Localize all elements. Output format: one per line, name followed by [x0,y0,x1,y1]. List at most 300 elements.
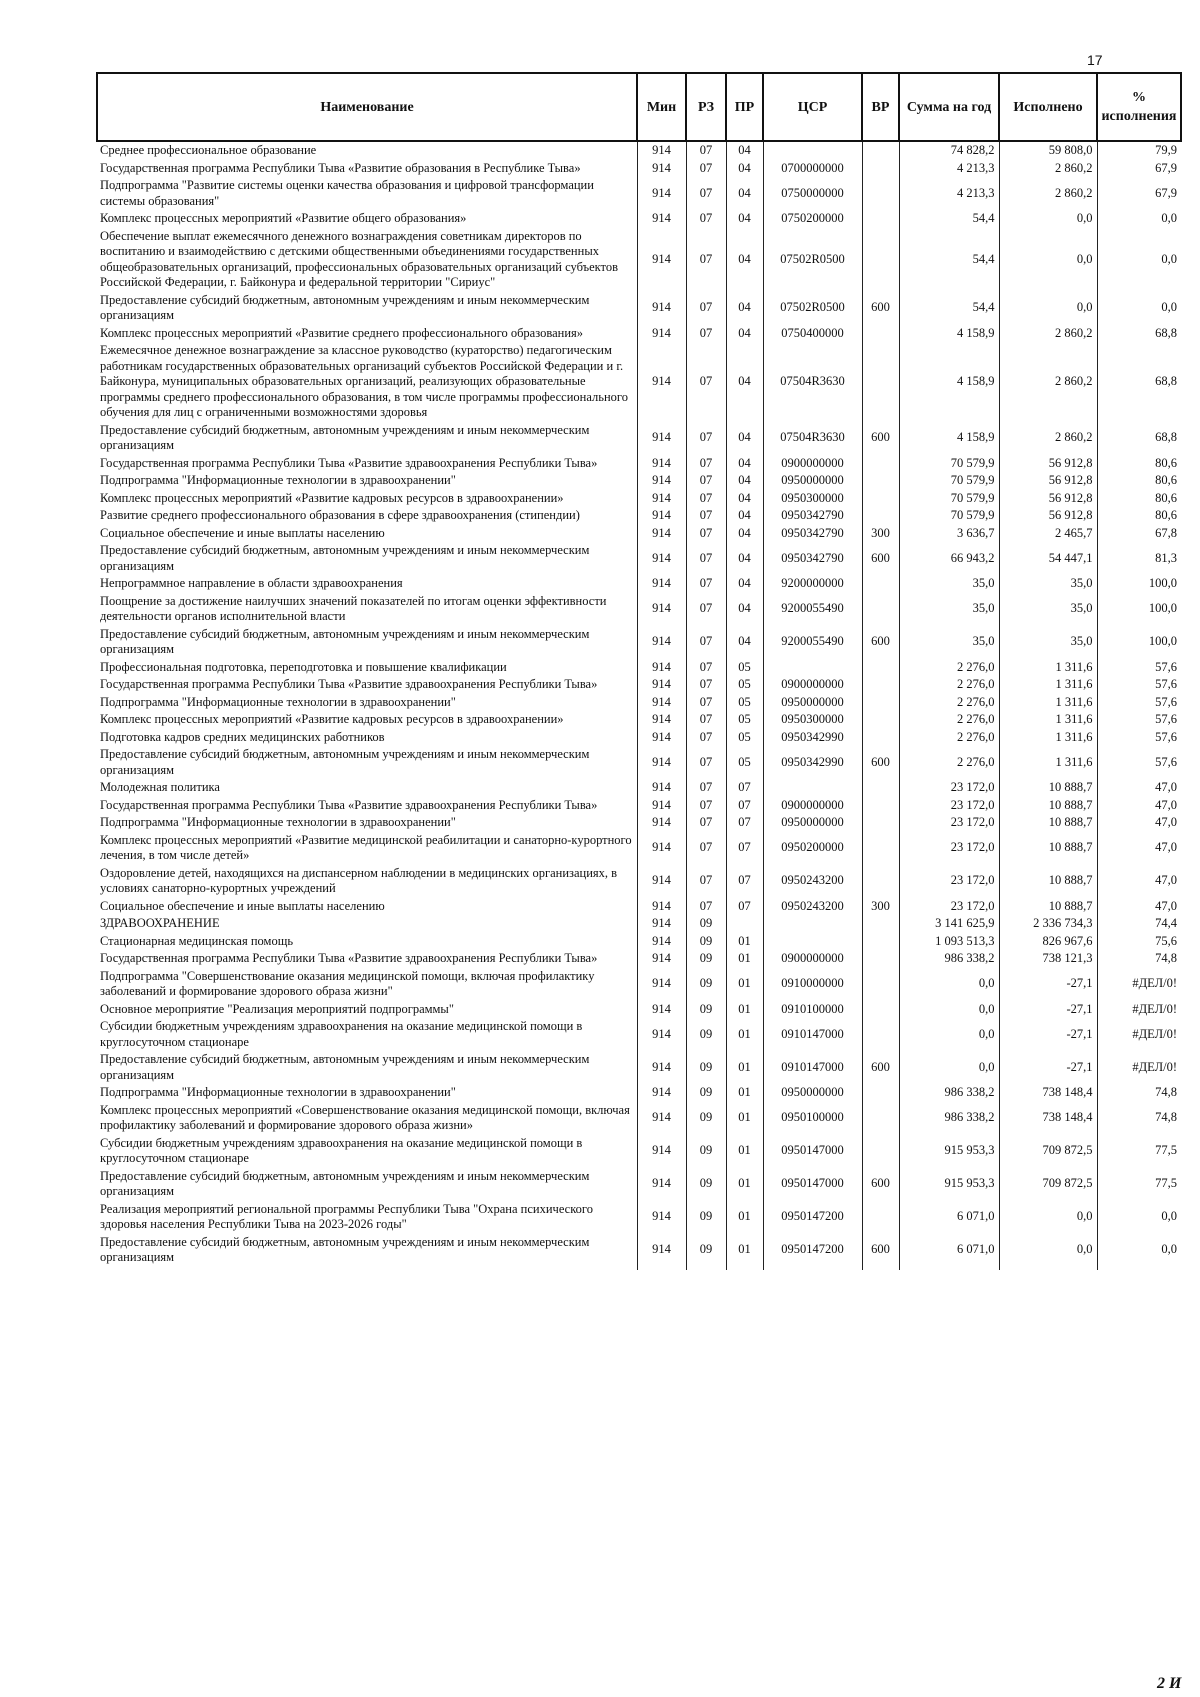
cell-done: 1 311,6 [999,729,1097,747]
cell-name: Государственная программа Республики Тыва «Развитие здравоохранения Республики Тыва» [97,797,637,815]
header-csr: ЦСР [763,73,862,141]
cell-sum: 0,0 [899,1051,999,1084]
cell-rz: 07 [686,325,726,343]
cell-done: 56 912,8 [999,507,1097,525]
header-vr: ВР [862,73,899,141]
cell-min: 914 [637,1135,686,1168]
cell-pct: 47,0 [1097,898,1181,916]
table-row [97,292,1181,325]
cell-name: Государственная программа Республики Тыва «Развитие здравоохранения Республики Тыва» [97,455,637,473]
cell-rz: 07 [686,490,726,508]
cell-rz: 07 [686,711,726,729]
cell-pct: 47,0 [1097,865,1181,898]
cell-name: Поощрение за достижение наилучших значений показателей по итогам оценки эффективности деятельности органов исполнительной власти [97,593,637,626]
cell-pr: 04 [726,593,763,626]
cell-csr: 0950000000 [763,1084,862,1102]
cell-rz: 07 [686,865,726,898]
cell-name: Комплекс процессных мероприятий «Развитие кадровых ресурсов в здравоохранении» [97,490,637,508]
cell-vr [862,1102,899,1135]
cell-done: 1 311,6 [999,694,1097,712]
cell-csr: 0950342790 [763,507,862,525]
cell-done: 1 311,6 [999,711,1097,729]
cell-vr [862,507,899,525]
cell-pct: 74,4 [1097,915,1181,933]
cell-vr: 600 [862,292,899,325]
cell-name: Комплекс процессных мероприятий «Развитие общего образования» [97,210,637,228]
table-row [97,729,1181,747]
cell-csr: 0950200000 [763,832,862,865]
cell-rz: 07 [686,422,726,455]
cell-rz: 09 [686,1051,726,1084]
cell-csr [763,141,862,160]
cell-csr [763,779,862,797]
cell-csr: 9200055490 [763,593,862,626]
cell-done: -27,1 [999,968,1097,1001]
cell-pr: 04 [726,228,763,292]
cell-pct: 0,0 [1097,228,1181,292]
cell-vr [862,865,899,898]
cell-min: 914 [637,210,686,228]
cell-name: Комплекс процессных мероприятий «Развитие кадровых ресурсов в здравоохранении» [97,711,637,729]
cell-done: 2 336 734,3 [999,915,1097,933]
cell-done: 54 447,1 [999,542,1097,575]
header-sum: Сумма на год [899,73,999,141]
cell-sum: 986 338,2 [899,1084,999,1102]
cell-name: Государственная программа Республики Тыва «Развитие образования в Республике Тыва» [97,160,637,178]
cell-pr: 01 [726,968,763,1001]
cell-min: 914 [637,490,686,508]
table-row [97,160,1181,178]
cell-min: 914 [637,160,686,178]
cell-pr: 01 [726,1102,763,1135]
cell-csr: 0910000000 [763,968,862,1001]
table-row [97,472,1181,490]
cell-vr [862,711,899,729]
cell-pr: 01 [726,1234,763,1270]
cell-pct: 47,0 [1097,814,1181,832]
cell-csr: 07502R0500 [763,228,862,292]
cell-vr [862,1135,899,1168]
cell-pct: 100,0 [1097,593,1181,626]
cell-pr: 04 [726,507,763,525]
cell-name: Профессиональная подготовка, переподготовка и повышение квалификации [97,659,637,677]
cell-name: Предоставление субсидий бюджетным, автономным учреждениям и иным некоммерческим организациям [97,542,637,575]
cell-min: 914 [637,177,686,210]
cell-name: Предоставление субсидий бюджетным, автономным учреждениям и иным некоммерческим организациям [97,292,637,325]
cell-pct: 57,6 [1097,729,1181,747]
cell-pct: 57,6 [1097,659,1181,677]
cell-vr [862,950,899,968]
cell-rz: 07 [686,729,726,747]
cell-name: Социальное обеспечение и иные выплаты населению [97,898,637,916]
cell-csr: 07504R3630 [763,342,862,422]
cell-vr [862,228,899,292]
cell-pct: #ДЕЛ/0! [1097,968,1181,1001]
cell-min: 914 [637,797,686,815]
cell-vr [862,342,899,422]
cell-csr: 0900000000 [763,676,862,694]
cell-pct: 79,9 [1097,141,1181,160]
cell-vr: 600 [862,542,899,575]
cell-csr: 0900000000 [763,455,862,473]
cell-name: Предоставление субсидий бюджетным, автономным учреждениям и иным некоммерческим организациям [97,746,637,779]
cell-rz: 07 [686,779,726,797]
table-row [97,1135,1181,1168]
cell-min: 914 [637,525,686,543]
cell-csr [763,933,862,951]
cell-pct: 57,6 [1097,746,1181,779]
cell-pr: 04 [726,525,763,543]
cell-done: -27,1 [999,1051,1097,1084]
cell-done: 738 121,3 [999,950,1097,968]
cell-rz: 07 [686,832,726,865]
cell-min: 914 [637,1234,686,1270]
table-body [97,141,1181,1270]
cell-rz: 07 [686,694,726,712]
table-row [97,342,1181,422]
cell-rz: 09 [686,1084,726,1102]
cell-csr: 0950147000 [763,1168,862,1201]
cell-vr [862,676,899,694]
cell-sum: 23 172,0 [899,832,999,865]
cell-csr: 0950100000 [763,1102,862,1135]
cell-vr [862,832,899,865]
cell-rz: 07 [686,292,726,325]
cell-csr: 0900000000 [763,950,862,968]
cell-name: Обеспечение выплат ежемесячного денежного вознаграждения советникам директоров по воспитанию и взаимодействию с детскими общественными объединениями государственных общеобразовательных организаций, профессиональных образовательных организаций субъектов Российской Федерации, г. Байконура и федеральной территории "Сириус" [97,228,637,292]
table-row [97,898,1181,916]
header-pct: % исполнения [1097,73,1181,141]
cell-vr [862,1018,899,1051]
cell-name: Подпрограмма "Информационные технологии в здравоохранении" [97,694,637,712]
cell-csr: 0950000000 [763,472,862,490]
cell-csr: 07502R0500 [763,292,862,325]
cell-done: 35,0 [999,575,1097,593]
cell-rz: 09 [686,1018,726,1051]
cell-pct: 68,8 [1097,325,1181,343]
cell-name: Комплекс процессных мероприятий «Развитие среднего профессионального образования» [97,325,637,343]
cell-pct: 67,9 [1097,160,1181,178]
cell-done: 2 860,2 [999,342,1097,422]
cell-pct: 47,0 [1097,832,1181,865]
cell-pct: 77,5 [1097,1135,1181,1168]
cell-vr [862,490,899,508]
cell-name: Подпрограмма "Информационные технологии в здравоохранении" [97,1084,637,1102]
cell-name: Подготовка кадров средних медицинских работников [97,729,637,747]
cell-sum: 23 172,0 [899,814,999,832]
cell-name: Государственная программа Республики Тыва «Развитие здравоохранения Республики Тыва» [97,950,637,968]
cell-vr: 600 [862,746,899,779]
cell-pr: 07 [726,865,763,898]
cell-min: 914 [637,746,686,779]
cell-pr: 07 [726,779,763,797]
cell-sum: 66 943,2 [899,542,999,575]
cell-pr: 04 [726,160,763,178]
cell-min: 914 [637,575,686,593]
table-row [97,422,1181,455]
cell-rz: 07 [686,593,726,626]
table-row [97,507,1181,525]
cell-done: 2 860,2 [999,422,1097,455]
cell-pct: 47,0 [1097,797,1181,815]
cell-rz: 07 [686,797,726,815]
cell-vr [862,1084,899,1102]
table-row [97,1001,1181,1019]
cell-vr [862,779,899,797]
cell-pct: 67,9 [1097,177,1181,210]
cell-rz: 07 [686,210,726,228]
cell-vr [862,729,899,747]
cell-name: Развитие среднего профессионального образования в сфере здравоохранения (стипендии) [97,507,637,525]
cell-pr: 04 [726,455,763,473]
cell-sum: 4 213,3 [899,177,999,210]
cell-csr: 0910147000 [763,1018,862,1051]
cell-vr [862,659,899,677]
table-row [97,626,1181,659]
cell-rz: 07 [686,575,726,593]
cell-pct: 0,0 [1097,292,1181,325]
cell-vr [862,915,899,933]
table-row [97,525,1181,543]
cell-sum: 35,0 [899,575,999,593]
cell-sum: 35,0 [899,626,999,659]
cell-sum: 3 141 625,9 [899,915,999,933]
cell-min: 914 [637,779,686,797]
cell-pr: 07 [726,832,763,865]
cell-sum: 54,4 [899,228,999,292]
cell-name: Субсидии бюджетным учреждениям здравоохранения на оказание медицинской помощи в круглосуточном стационаре [97,1018,637,1051]
header-min: Мин [637,73,686,141]
cell-rz: 07 [686,525,726,543]
cell-pr: 01 [726,933,763,951]
table-row [97,814,1181,832]
cell-sum: 4 213,3 [899,160,999,178]
cell-sum: 23 172,0 [899,797,999,815]
cell-min: 914 [637,898,686,916]
cell-done: 709 872,5 [999,1135,1097,1168]
cell-pct: 68,8 [1097,422,1181,455]
cell-csr: 0750200000 [763,210,862,228]
cell-csr: 0950000000 [763,694,862,712]
cell-csr: 0950147000 [763,1135,862,1168]
cell-sum: 0,0 [899,1001,999,1019]
cell-done: 35,0 [999,593,1097,626]
cell-vr: 600 [862,422,899,455]
cell-pr: 01 [726,1135,763,1168]
header-name: Наименование [97,73,637,141]
cell-sum: 23 172,0 [899,898,999,916]
cell-csr: 0950300000 [763,711,862,729]
cell-pct: 100,0 [1097,626,1181,659]
cell-name: Подпрограмма "Информационные технологии в здравоохранении" [97,472,637,490]
cell-min: 914 [637,915,686,933]
cell-min: 914 [637,968,686,1001]
table-row [97,593,1181,626]
cell-sum: 23 172,0 [899,779,999,797]
cell-vr: 600 [862,1234,899,1270]
cell-vr: 600 [862,626,899,659]
cell-pct: 0,0 [1097,1234,1181,1270]
cell-csr: 0950342790 [763,542,862,575]
cell-rz: 09 [686,933,726,951]
cell-pr: 07 [726,797,763,815]
cell-rz: 07 [686,177,726,210]
cell-name: Субсидии бюджетным учреждениям здравоохранения на оказание медицинской помощи в круглосуточном стационаре [97,1135,637,1168]
cell-done: 1 311,6 [999,659,1097,677]
cell-sum: 986 338,2 [899,950,999,968]
cell-rz: 07 [686,342,726,422]
cell-rz: 07 [686,141,726,160]
cell-rz: 07 [686,626,726,659]
cell-min: 914 [637,814,686,832]
header-rz: РЗ [686,73,726,141]
corner-handwritten-mark: 2 И [1157,1675,1182,1692]
cell-pct: 0,0 [1097,210,1181,228]
cell-min: 914 [637,1051,686,1084]
cell-min: 914 [637,228,686,292]
cell-pr: 04 [726,325,763,343]
cell-name: Социальное обеспечение и иные выплаты населению [97,525,637,543]
cell-name: Предоставление субсидий бюджетным, автономным учреждениям и иным некоммерческим организациям [97,626,637,659]
table-header-row [97,73,1181,141]
cell-rz: 09 [686,1102,726,1135]
cell-done: 10 888,7 [999,779,1097,797]
cell-pct: 57,6 [1097,694,1181,712]
cell-name: Основное мероприятие "Реализация мероприятий подпрограммы" [97,1001,637,1019]
table-row [97,1102,1181,1135]
cell-min: 914 [637,292,686,325]
cell-rz: 07 [686,507,726,525]
cell-sum: 6 071,0 [899,1201,999,1234]
cell-pct: 74,8 [1097,950,1181,968]
cell-name: Государственная программа Республики Тыва «Развитие здравоохранения Республики Тыва» [97,676,637,694]
cell-done: 0,0 [999,210,1097,228]
table-row [97,968,1181,1001]
cell-vr: 600 [862,1168,899,1201]
cell-done: 10 888,7 [999,797,1097,815]
cell-pr: 05 [726,729,763,747]
cell-done: -27,1 [999,1018,1097,1051]
cell-pr: 05 [726,746,763,779]
table-row [97,210,1181,228]
cell-csr: 0910147000 [763,1051,862,1084]
cell-pct: 81,3 [1097,542,1181,575]
cell-pr: 04 [726,342,763,422]
cell-done: 2 860,2 [999,325,1097,343]
cell-done: 56 912,8 [999,490,1097,508]
cell-csr: 0950342990 [763,746,862,779]
cell-pr: 04 [726,575,763,593]
table-row [97,779,1181,797]
cell-sum: 915 953,3 [899,1135,999,1168]
cell-name: Оздоровление детей, находящихся на диспансерном наблюдении в медицинских организациях, в условиях санаторно-курортных учреждений [97,865,637,898]
cell-sum: 54,4 [899,292,999,325]
cell-min: 914 [637,422,686,455]
cell-csr: 0950147200 [763,1201,862,1234]
cell-csr: 9200055490 [763,626,862,659]
table-row [97,542,1181,575]
cell-rz: 07 [686,676,726,694]
cell-csr: 0900000000 [763,797,862,815]
cell-pr: 04 [726,490,763,508]
cell-pct: 80,6 [1097,490,1181,508]
cell-min: 914 [637,593,686,626]
cell-vr [862,325,899,343]
cell-sum: 2 276,0 [899,746,999,779]
cell-vr [862,575,899,593]
cell-csr: 0910100000 [763,1001,862,1019]
table-row [97,832,1181,865]
cell-rz: 09 [686,968,726,1001]
cell-vr [862,1201,899,1234]
cell-sum: 2 276,0 [899,729,999,747]
cell-min: 914 [637,1018,686,1051]
cell-csr: 0750000000 [763,177,862,210]
cell-done: 1 311,6 [999,676,1097,694]
cell-pr: 01 [726,1051,763,1084]
cell-min: 914 [637,325,686,343]
cell-done: 56 912,8 [999,472,1097,490]
budget-execution-table [96,72,1182,1270]
cell-csr: 0950342790 [763,525,862,543]
cell-rz: 09 [686,950,726,968]
cell-csr [763,915,862,933]
cell-sum: 70 579,9 [899,472,999,490]
cell-done: 738 148,4 [999,1102,1097,1135]
cell-vr [862,593,899,626]
cell-pr [726,915,763,933]
cell-pr: 04 [726,626,763,659]
cell-min: 914 [637,455,686,473]
cell-name: Предоставление субсидий бюджетным, автономным учреждениям и иным некоммерческим организациям [97,1168,637,1201]
cell-name: Ежемесячное денежное вознаграждение за классное руководство (кураторство) педагогическим работникам государственных образовательных организаций субъектов Российской Федерации и г. Байконура, муниципальных образовательных организаций, реализующих образовательные программы среднего профессионального образования, в том числе программы профессионального обучения для лиц с ограниченными возможностями здоровья [97,342,637,422]
table-row [97,865,1181,898]
cell-pr: 05 [726,694,763,712]
cell-rz: 09 [686,1001,726,1019]
cell-vr [862,210,899,228]
cell-sum: 0,0 [899,968,999,1001]
cell-done: 0,0 [999,228,1097,292]
cell-done: 35,0 [999,626,1097,659]
cell-pct: 67,8 [1097,525,1181,543]
cell-rz: 07 [686,746,726,779]
cell-vr [862,472,899,490]
cell-vr [862,933,899,951]
cell-sum: 35,0 [899,593,999,626]
cell-pct: #ДЕЛ/0! [1097,1051,1181,1084]
cell-vr [862,160,899,178]
cell-rz: 07 [686,472,726,490]
cell-vr: 600 [862,1051,899,1084]
cell-rz: 09 [686,1201,726,1234]
cell-vr [862,968,899,1001]
table-row [97,1201,1181,1234]
cell-done: 2 860,2 [999,177,1097,210]
cell-sum: 2 276,0 [899,711,999,729]
table-row [97,659,1181,677]
table-row [97,676,1181,694]
cell-done: 2 860,2 [999,160,1097,178]
cell-pr: 01 [726,1168,763,1201]
cell-vr [862,797,899,815]
cell-pr: 04 [726,292,763,325]
cell-vr [862,141,899,160]
table-row [97,711,1181,729]
cell-pr: 04 [726,177,763,210]
cell-csr: 0950147200 [763,1234,862,1270]
table-row [97,1168,1181,1201]
cell-min: 914 [637,694,686,712]
